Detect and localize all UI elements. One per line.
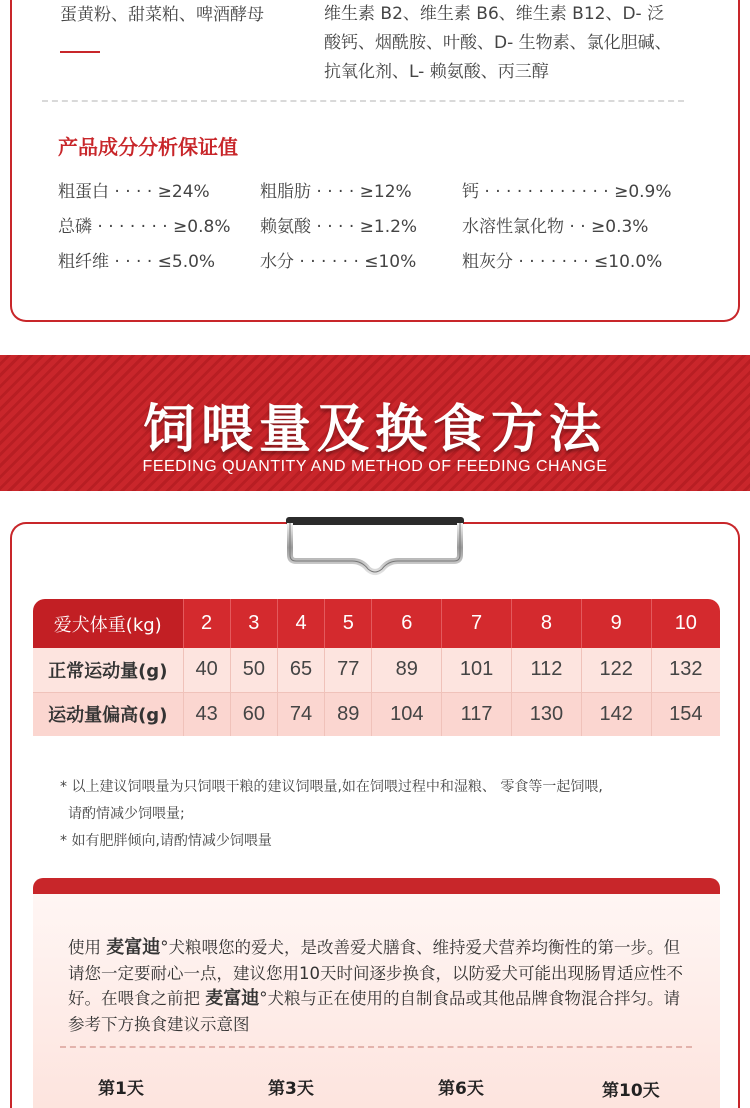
change-instructions bbox=[68, 935, 688, 1037]
table-cell: 40 bbox=[183, 648, 230, 692]
note-line: * 如有肥胖倾向,请酌情减少饲喂量 bbox=[60, 833, 272, 849]
note-line: * 以上建议饲喂量为只饲喂干粮的建议饲喂量,如在饲喂过程中和湿粮、 零食等一起饲喂, bbox=[60, 779, 603, 795]
analysis-row bbox=[58, 242, 718, 277]
analysis-item: 粗蛋白 · · · · ≥24% bbox=[58, 182, 210, 202]
table-header-cell: 5 bbox=[325, 599, 372, 648]
table-cell: 132 bbox=[651, 648, 720, 692]
table-header-cell: 2 bbox=[183, 599, 230, 648]
table-cell: 130 bbox=[512, 692, 582, 736]
analysis-grid bbox=[58, 172, 718, 277]
table-header-cell: 3 bbox=[230, 599, 277, 648]
ingredient-line: 维生素 B2、维生素 B6、维生素 B12、D- 泛 bbox=[324, 4, 665, 24]
analysis-title: 产品成分分析保证值 bbox=[58, 135, 238, 159]
table-cell: 104 bbox=[372, 692, 442, 736]
analysis-item: 赖氨酸 · · · · ≥1.2% bbox=[260, 217, 418, 237]
table-row bbox=[33, 648, 720, 692]
analysis-item: 粗纤维 · · · · ≤5.0% bbox=[58, 252, 216, 272]
table-header-cell: 9 bbox=[581, 599, 651, 648]
ingredient-line: 酸钙、烟酰胺、叶酸、D- 生物素、氯化胆碱、 bbox=[324, 33, 672, 53]
analysis-row bbox=[58, 172, 718, 207]
analysis-item: 粗灰分 · · · · · · · ≤10.0% bbox=[462, 252, 663, 272]
change-text-part: 使用 bbox=[68, 938, 107, 957]
ingredient-text-right bbox=[324, 0, 704, 87]
table-cell: 117 bbox=[442, 692, 512, 736]
table-cell: 142 bbox=[581, 692, 651, 736]
dashed-divider bbox=[42, 100, 684, 102]
analysis-row bbox=[58, 207, 718, 242]
table-cell: 112 bbox=[512, 648, 582, 692]
table-header-row bbox=[33, 599, 720, 648]
table-header-cell: 7 bbox=[442, 599, 512, 648]
table-cell: 65 bbox=[277, 648, 324, 692]
divider-accent bbox=[60, 51, 100, 53]
ingredient-text-left: 蛋黄粉、甜菜粕、啤酒酵母 bbox=[60, 5, 264, 25]
table-header-cell: 4 bbox=[277, 599, 324, 648]
section-banner bbox=[0, 355, 750, 491]
table-cell: 89 bbox=[372, 648, 442, 692]
feeding-table bbox=[33, 599, 720, 736]
table-cell: 154 bbox=[651, 692, 720, 736]
analysis-item: 水溶性氯化物 · · ≥0.3% bbox=[462, 217, 649, 237]
ingredient-line: 抗氧化剂、L- 赖氨酸、丙三醇 bbox=[324, 62, 549, 82]
table-cell: 50 bbox=[230, 648, 277, 692]
table-cell: 60 bbox=[230, 692, 277, 736]
brand-name: 麦富迪 bbox=[106, 937, 161, 958]
table-row bbox=[33, 692, 720, 736]
brand-name: 麦富迪 bbox=[205, 988, 260, 1009]
table-row-label: 运动量偏高(g) bbox=[33, 692, 183, 736]
feeding-table-wrap bbox=[33, 599, 720, 737]
table-header-label: 爱犬体重(kg) bbox=[33, 599, 183, 648]
day-label: 第1天 bbox=[98, 1079, 144, 1099]
table-row-label: 正常运动量(g) bbox=[33, 648, 183, 692]
table-cell: 43 bbox=[183, 692, 230, 736]
day-label: 第6天 bbox=[438, 1079, 484, 1099]
table-header-cell: 10 bbox=[651, 599, 720, 648]
analysis-item: 总磷 · · · · · · · ≥0.8% bbox=[58, 217, 231, 237]
table-cell: 74 bbox=[277, 692, 324, 736]
change-text-part: °犬粮与正在使用的自制食品或其他品牌食物混合拌匀。请参考下方换食建议示意图 bbox=[68, 989, 680, 1034]
table-cell: 77 bbox=[325, 648, 372, 692]
feeding-notes bbox=[60, 774, 700, 855]
table-cell: 101 bbox=[442, 648, 512, 692]
day-label: 第3天 bbox=[268, 1079, 314, 1099]
table-header-cell: 6 bbox=[372, 599, 442, 648]
analysis-item: 水分 · · · · · · ≤10% bbox=[260, 252, 417, 272]
banner-title: 饲喂量及换食方法 bbox=[142, 399, 607, 460]
dashed-divider bbox=[60, 1046, 692, 1048]
day-label: 第10天 bbox=[602, 1081, 660, 1101]
table-cell: 122 bbox=[581, 648, 651, 692]
clipboard-clip-icon bbox=[282, 515, 468, 577]
table-cell: 89 bbox=[325, 692, 372, 736]
analysis-item: 粗脂肪 · · · · ≥12% bbox=[260, 182, 412, 202]
analysis-item: 钙 · · · · · · · · · · · · ≥0.9% bbox=[462, 182, 672, 202]
banner-subtitle: FEEDING QUANTITY AND METHOD OF FEEDING CHANGE bbox=[142, 458, 608, 475]
note-line: 请酌情减少饲喂量; bbox=[68, 806, 185, 822]
table-header-cell: 8 bbox=[512, 599, 582, 648]
change-text-part: °犬粮喂您的爱犬，是改善爱犬膳食、维持爱犬营养均衡性的第一步。但请您一定要耐心一点，建议您用10天时间逐步换食，以防爱犬可能出现肠胃适应性不好。在喂食之前把 bbox=[68, 938, 683, 1008]
